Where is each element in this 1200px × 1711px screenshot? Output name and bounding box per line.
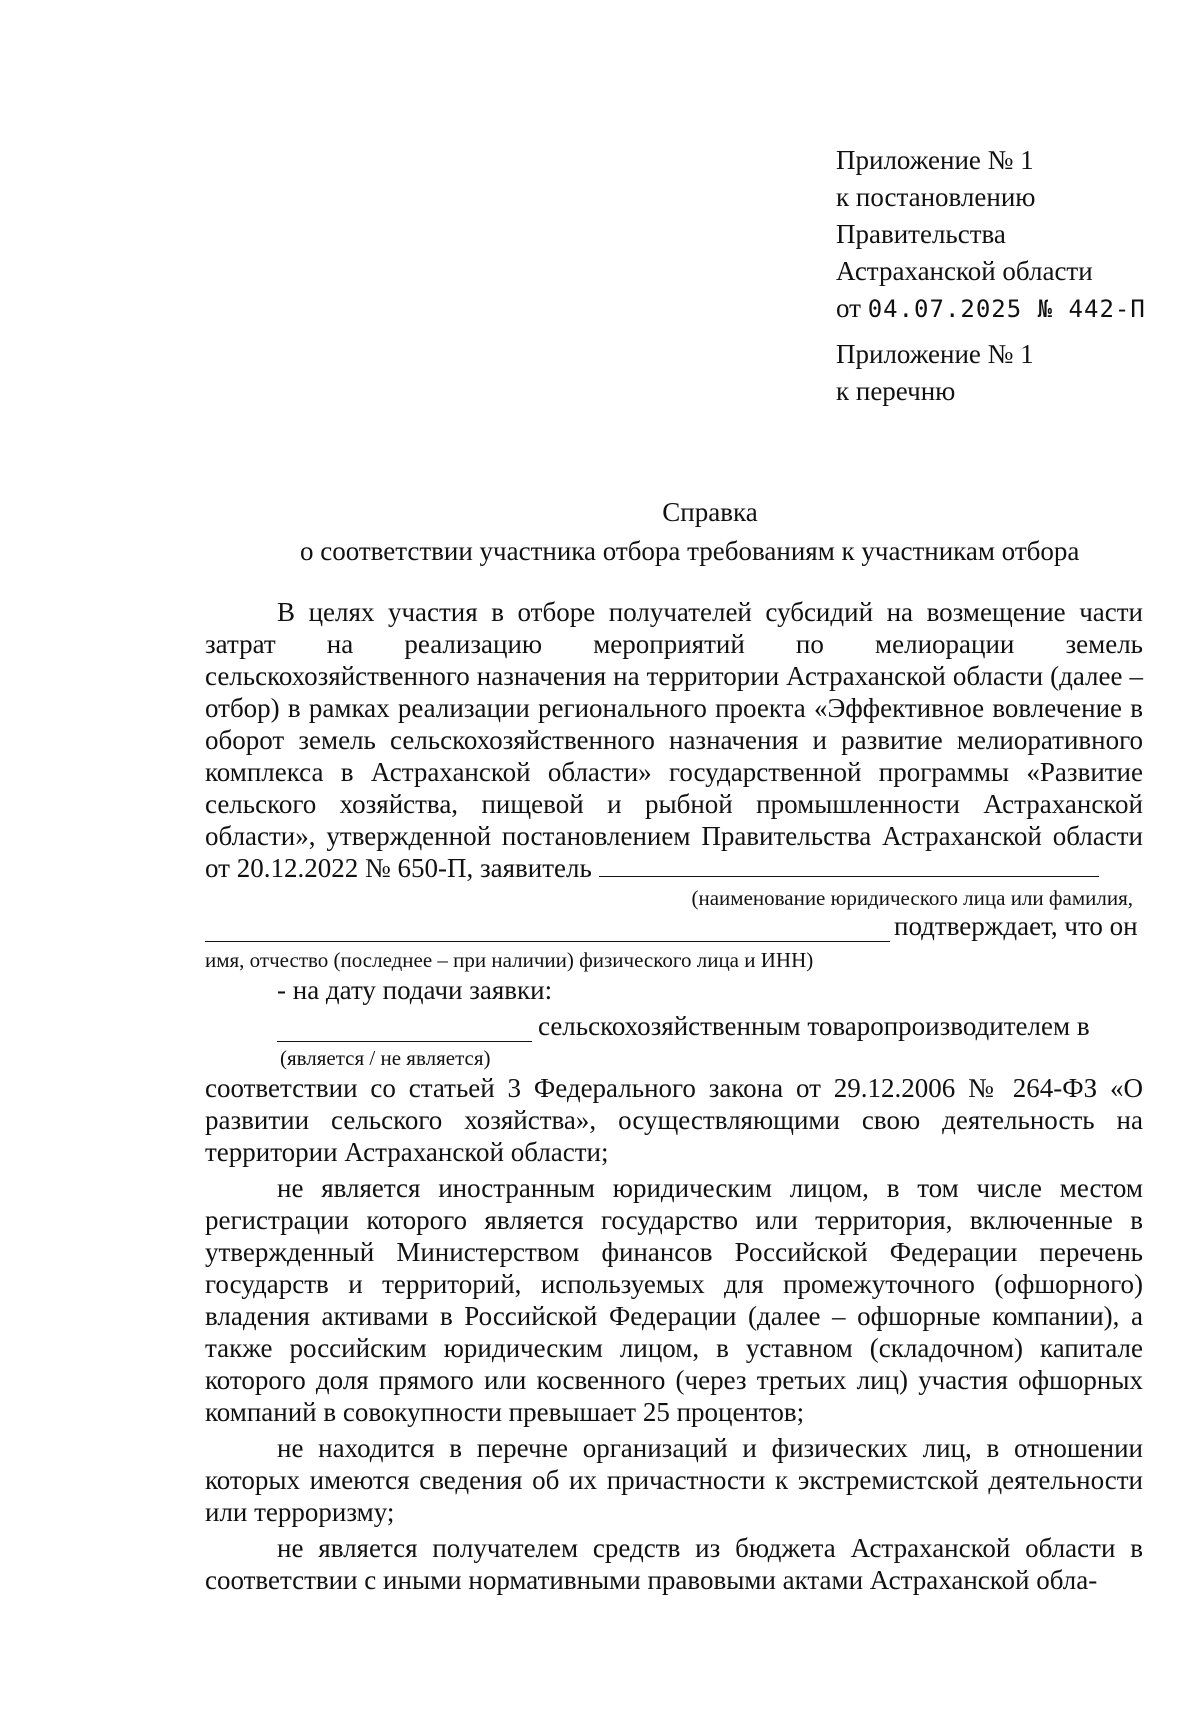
document-subtitle: о соответствии участника отбора требованиям к участникам отбора [300,536,1080,566]
intro-text: В целях участия в отборе получателей субсидий на возмещение части затрат на реализацию мероприятий по мелиорации земель сельскохозяйственного назначения на территории Астраханской области (далее – отбор) в рамках реализации регионального проекта «Эффективное вовлечение в оборот земель сельскохозяйственного назначения и развитие мелиоративного комплекса в Астраханской области» государственной программы «Развитие сельского хозяйства, пищевой и рыбной промышленности Астраханской области», утвержденной постановлением Правительства Астраханской области от 20.12.2022 № 650-П, заявитель [205,597,1143,883]
document-body [205,596,1143,1596]
appendix2-line: Приложение № 1 [836,339,1034,369]
status-blank[interactable] [277,1019,532,1042]
producer-continuation: соответствии со статьей 3 Федерального закона от 29.12.2006 № 264-ФЗ «О развитии сельского хозяйства», осуществляющими свою деятельность на территории Астраханской области; [205,1073,1143,1167]
appendix2-block [836,336,1034,410]
applicant-name-blank[interactable] [599,854,1099,877]
on-date-line: - на дату подачи заявки: [277,975,553,1005]
appendix-line: Приложение № 1 [836,145,1034,175]
appendix-block [836,142,1146,328]
budget-paragraph: не является получателем средств из бюджета Астраханской области в соответствии с иными нормативными правовыми актами Астраханской обла- [205,1533,1143,1595]
appendix2-line: к перечню [836,376,956,406]
caption-name: (наименование юридического лица или фамилия, [691,886,1133,910]
offshore-paragraph: не является иностранным юридическим лицом, в том числе местом регистрации которого является государство или территория, включенные в утвержденный Министерством финансов Российской Федерации перечень государств и территорий, используемых для промежуточного (офшорного) владения активами в Российской Федерации (далее – офшорные компании), а также российским юридическим лицом, в уставном (складочном) капитале которого доля прямого или косвенного (через третьих лиц) участия офшорных компаний в совокупности превышает 25 процентов; [205,1173,1143,1427]
appendix-line: Правительства [836,219,1006,249]
extremism-paragraph: не находится в перечне организаций и физических лиц, в отношении которых имеются сведения об их причастности к экстремистской деятельности или терроризму; [205,1433,1143,1527]
intro-paragraph [205,596,1143,884]
applicant-name-blank-2[interactable] [205,919,890,942]
caption-name-2: имя, отчество (последнее – при наличии) физического лица и ИНН) [205,948,814,972]
confirms-text: подтверждает, что он [894,911,1138,941]
date-prefix: от [836,293,861,323]
producer-text: сельскохозяйственным товаропроизводителем в [538,1011,1090,1041]
confirm-row [205,910,1143,942]
date-value: 04.07.2025 № 442-П [867,295,1146,323]
appendix-line: к постановлению [836,182,1036,212]
appendix-date-line [836,290,1146,328]
caption-status: (является / не является) [280,1046,491,1070]
document-title: Справка [662,497,758,527]
producer-row [205,1010,1143,1042]
appendix-line: Астраханской области [836,256,1093,286]
